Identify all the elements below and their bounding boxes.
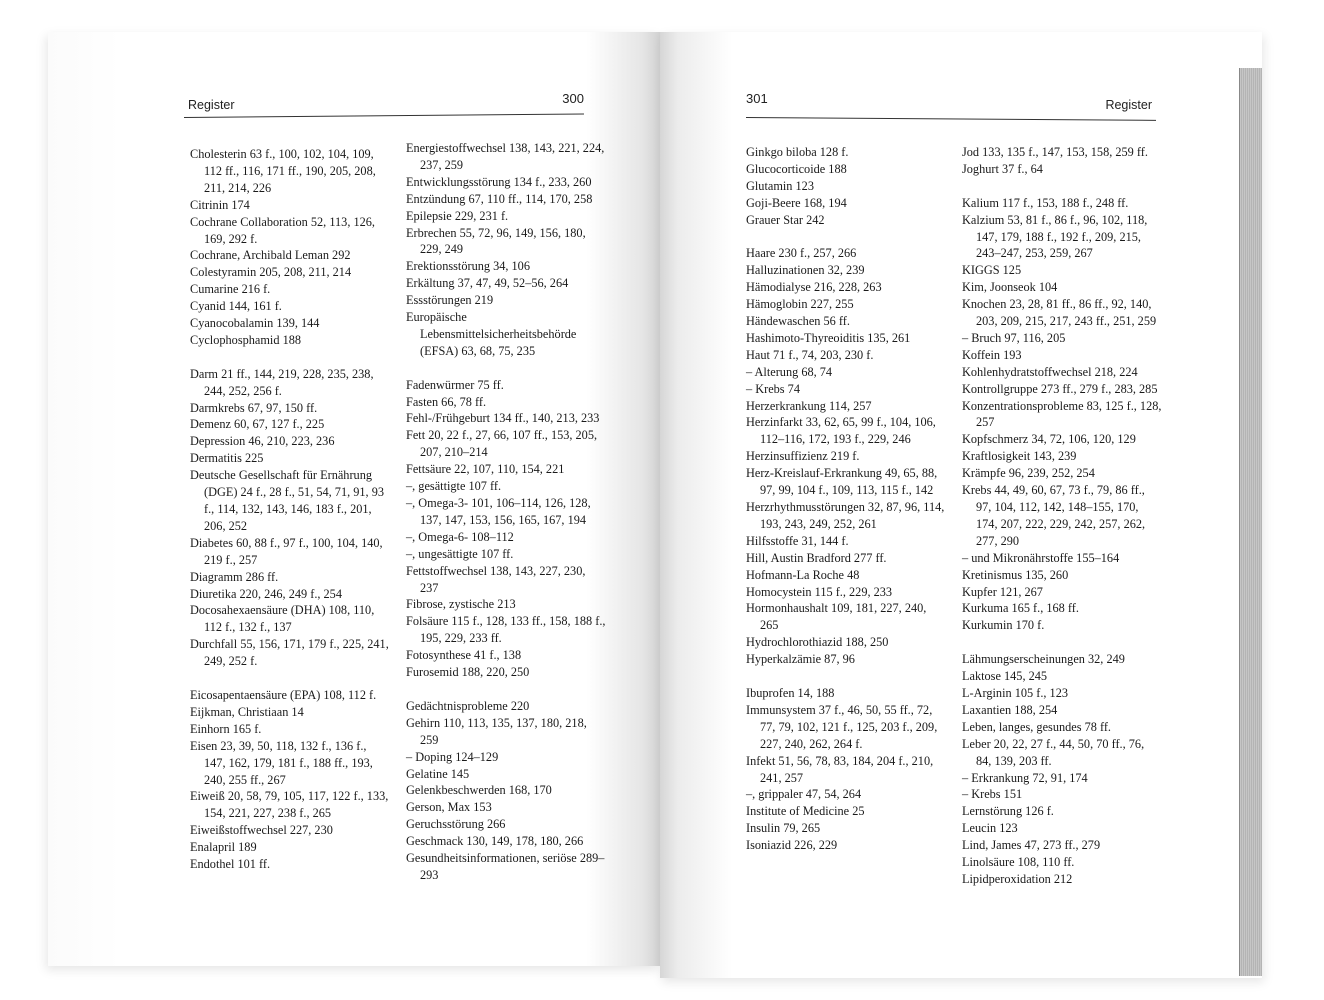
index-subentry: –, gesättigte 107 ff.: [406, 479, 502, 494]
index-entry: Europäische Lebensmittelsicherheitsbehörde (EFSA) 63, 68, 75, 235: [406, 310, 577, 358]
index-entry: Folsäure 115 f., 128, 133 ff., 158, 188 f., 195, 229, 233 ff.: [406, 614, 606, 646]
index-entry: Fotosynthese 41 f., 138: [406, 648, 522, 663]
index-entry: Diagramm 286 ff.: [190, 569, 279, 584]
index-entry: Docosahexaensäure (DHA) 108, 110, 112 f., 132 f., 137: [190, 603, 375, 635]
running-head-title: Register: [1105, 98, 1152, 112]
index-entry: Entzündung 67, 110 ff., 114, 170, 258: [406, 191, 593, 206]
index-entry: Herzerkrankung 114, 257: [746, 398, 872, 413]
index-entry: Eicosapentaensäure (EPA) 108, 112 f.: [190, 687, 377, 702]
page-number: 300: [562, 91, 584, 106]
index-entry: Furosemid 188, 220, 250: [406, 665, 530, 680]
index-entry: Hill, Austin Bradford 277 ff.: [746, 550, 887, 565]
index-entry: Einhorn 165 f.: [190, 721, 262, 736]
index-entry: Herz-Kreislauf-Erkrankung 49, 65, 88, 97, 99, 104 f., 109, 113, 115 f., 142: [746, 466, 938, 498]
index-entry: Ginkgo biloba 128 f.: [746, 145, 849, 159]
index-entry: Fettsäure 22, 107, 110, 154, 221: [406, 462, 565, 477]
index-entry: Krämpfe 96, 239, 252, 254: [962, 466, 1095, 481]
index-entry: Gedächtnisprobleme 220: [406, 698, 530, 713]
index-entry: Homocystein 115 f., 229, 233: [746, 584, 893, 599]
index-subentry: – und Mikronährstoffe 155–164: [962, 550, 1120, 565]
index-entry: Hydrochlorothiazid 188, 250: [746, 635, 889, 650]
index-entry: Lind, James 47, 273 ff., 279: [962, 838, 1101, 853]
index-entry: Kopfschmerz 34, 72, 106, 120, 129: [962, 432, 1136, 447]
index-subentry: –, Omega-6- 108–112: [406, 529, 514, 544]
index-entry: KIGGS 125: [962, 263, 1022, 278]
running-head-title: Register: [188, 98, 235, 112]
index-entry: Kretinismus 135, 260: [962, 567, 1069, 582]
letter-group-gap: [190, 349, 390, 366]
index-entry: Konzentrationsprobleme 83, 125 f., 128, 257: [962, 398, 1162, 430]
index-column: [746, 144, 946, 854]
index-entry: Cumarine 216 f.: [190, 282, 271, 297]
index-entry: Cyanid 144, 161 f.: [190, 299, 282, 314]
index-entry: Knochen 23, 28, 81 ff., 86 ff., 92, 140, 203, 209, 215, 217, 243 ff., 251, 259: [962, 297, 1157, 329]
index-entry: Grauer Star 242: [746, 212, 825, 227]
open-book: [48, 32, 1278, 980]
letter-group-gap: [962, 634, 1162, 651]
index-entry: Goji-Beere 168, 194: [746, 195, 847, 210]
index-entry: Isoniazid 226, 229: [746, 838, 838, 853]
index-entry: Cyanocobalamin 139, 144: [190, 316, 320, 331]
index-entry: Infekt 51, 56, 78, 83, 184, 204 f., 210, 241, 257: [746, 753, 934, 785]
index-entry: Ibuprofen 14, 188: [746, 685, 835, 700]
index-entry: Darm 21 ff., 144, 219, 228, 235, 238, 244, 252, 256 f.: [190, 366, 374, 398]
index-entry: Gehirn 110, 113, 135, 137, 180, 218, 259: [406, 715, 587, 747]
index-entry: Insulin 79, 265: [746, 821, 821, 836]
index-entry: Fett 20, 22 f., 27, 66, 107 ff., 153, 205, 207, 210–214: [406, 428, 598, 460]
index-entry: Erbrechen 55, 72, 96, 149, 156, 180, 229, 249: [406, 225, 586, 257]
index-entry: Endothel 101 ff.: [190, 857, 271, 872]
letter-group-gap: [962, 178, 1162, 195]
index-subentry: – Alterung 68, 74: [746, 364, 833, 379]
page-number: 301: [746, 91, 768, 106]
index-subentry: – Krebs 74: [746, 381, 800, 396]
index-entry: Fibrose, zystische 213: [406, 597, 516, 612]
index-entry: Erkältung 37, 47, 49, 52–56, 264: [406, 276, 569, 291]
index-entry: Geschmack 130, 149, 178, 180, 266: [406, 834, 584, 849]
index-entry: Kurkuma 165 f., 168 ff.: [962, 601, 1079, 616]
index-entry: Glutamin 123: [746, 178, 814, 193]
index-entry: Laktose 145, 245: [962, 669, 1048, 684]
index-entry: Diuretika 220, 246, 249 f., 254: [190, 586, 342, 601]
index-entry: Lernstörung 126 f.: [962, 804, 1054, 819]
index-entry: Halluzinationen 32, 239: [746, 263, 865, 278]
letter-group-gap: [406, 360, 606, 377]
index-entry: Cochrane Collaboration 52, 113, 126, 169, 292 f.: [190, 214, 375, 246]
index-entry: Epilepsie 229, 231 f.: [406, 208, 509, 223]
index-entry: Kraftlosigkeit 143, 239: [962, 449, 1077, 464]
index-entry: Hyperkalzämie 87, 96: [746, 652, 855, 667]
index-subentry: – Doping 124–129: [406, 749, 499, 764]
index-entry: Herzinfarkt 33, 62, 65, 99 f., 104, 106, 112–116, 172, 193 f., 229, 246: [746, 415, 936, 447]
index-entry: Fasten 66, 78 ff.: [406, 394, 487, 409]
index-entry: Herzrhythmusstörungen 32, 87, 96, 114, 193, 243, 249, 252, 261: [746, 500, 945, 531]
header-rule: [184, 114, 584, 118]
index-entry: Haut 71 f., 74, 203, 230 f.: [746, 347, 874, 362]
index-column: [190, 146, 390, 873]
index-subentry: –, Omega-3- 101, 106–114, 126, 128, 137, 147, 153, 156, 165, 167, 194: [406, 496, 591, 527]
index-entry: Herzinsuffizienz 219 f.: [746, 449, 860, 464]
index-entry: Entwicklungsstörung 134 f., 233, 260: [406, 174, 592, 189]
index-entry: Gerson, Max 153: [406, 800, 492, 815]
index-entry: Kurkumin 170 f.: [962, 618, 1045, 633]
index-entry: Händewaschen 56 ff.: [746, 314, 850, 329]
index-entry: Hofmann-La Roche 48: [746, 567, 860, 582]
letter-group-gap: [746, 668, 946, 685]
index-entry: Eiweißstoffwechsel 227, 230: [190, 823, 333, 838]
letter-group-gap: [746, 229, 946, 246]
index-entry: Kalium 117 f., 153, 188 f., 248 ff.: [962, 195, 1129, 210]
index-entry: Institute of Medicine 25: [746, 804, 865, 819]
index-entry: Joghurt 37 f., 64: [962, 161, 1043, 176]
index-entry: Hormonhaushalt 109, 181, 227, 240, 265: [746, 601, 927, 633]
index-entry: Colestyramin 205, 208, 211, 214: [190, 265, 352, 280]
index-column: [406, 140, 606, 884]
index-entry: Jod 133, 135 f., 147, 153, 158, 259 ff.: [962, 145, 1148, 159]
running-head-left: [184, 92, 584, 118]
index-entry: Hämodialyse 216, 228, 263: [746, 280, 882, 295]
header-rule: [746, 117, 1156, 121]
index-entry: Immunsystem 37 f., 46, 50, 55 ff., 72, 77, 79, 102, 121 f., 125, 203 f., 209, 227, 240, 262, 264 f.: [746, 702, 938, 751]
running-head-right: [746, 92, 1156, 118]
index-entry: Fadenwürmer 75 ff.: [406, 377, 504, 392]
index-entry: Enalapril 189: [190, 840, 257, 855]
index-entry: Kim, Joonseok 104: [962, 280, 1058, 295]
index-entry: Demenz 60, 67, 127 f., 225: [190, 417, 325, 432]
index-column: [962, 144, 1162, 888]
index-entry: Hashimoto-Thyreoiditis 135, 261: [746, 330, 911, 345]
index-subentry: – Bruch 97, 116, 205: [962, 330, 1066, 345]
index-entry: Krebs 44, 49, 60, 67, 73 f., 79, 86 ff., 97, 104, 112, 142, 148–155, 170, 174, 207, 222, 229, 242, 257, 262, 277, 290: [962, 483, 1146, 548]
index-entry: Geruchsstörung 266: [406, 817, 506, 832]
index-subentry: – Erkrankung 72, 91, 174: [962, 770, 1088, 785]
index-entry: Citrinin 174: [190, 197, 250, 212]
index-entry: Eijkman, Christiaan 14: [190, 704, 304, 719]
index-entry: Leber 20, 22, 27 f., 44, 50, 70 ff., 76, 84, 139, 203 ff.: [962, 736, 1145, 768]
index-entry: Gelatine 145: [406, 766, 470, 781]
index-entry: Dermatitis 225: [190, 451, 264, 466]
index-entry: Kontrollgruppe 273 ff., 279 f., 283, 285: [962, 381, 1158, 396]
index-entry: Cyclophosphamid 188: [190, 332, 302, 347]
letter-group-gap: [406, 681, 606, 698]
letter-group-gap: [190, 670, 390, 687]
index-entry: Gesundheitsinformationen, seriöse 289–293: [406, 851, 605, 882]
index-entry: Gelenkbeschwerden 168, 170: [406, 783, 552, 798]
index-entry: Fettstoffwechsel 138, 143, 227, 230, 237: [406, 563, 586, 595]
index-entry: Depression 46, 210, 223, 236: [190, 434, 335, 449]
index-entry: Kupfer 121, 267: [962, 584, 1043, 599]
index-entry: Fehl-/Frühgeburt 134 ff., 140, 213, 233: [406, 411, 600, 426]
index-entry: Kohlenhydratstoffwechsel 218, 224: [962, 364, 1138, 379]
index-entry: Linolsäure 108, 110 ff.: [962, 855, 1075, 870]
index-entry: Erektionsstörung 34, 106: [406, 259, 530, 274]
index-entry: Hämoglobin 227, 255: [746, 297, 854, 312]
index-entry: Haare 230 f., 257, 266: [746, 246, 857, 261]
index-entry: L-Arginin 105 f., 123: [962, 685, 1068, 700]
index-entry: Essstörungen 219: [406, 293, 494, 308]
index-subentry: – Krebs 151: [962, 787, 1023, 802]
index-entry: Eisen 23, 39, 50, 118, 132 f., 136 f., 147, 162, 179, 181 f., 188 ff., 193, 240, 255 ff., 267: [190, 738, 373, 787]
index-entry: Lähmungserscheinungen 32, 249: [962, 652, 1125, 667]
index-entry: Deutsche Gesellschaft für Ernährung (DGE) 24 f., 28 f., 51, 54, 71, 91, 93 f., 114, 132, 143, 146, 183 f., 201, 206, 252: [190, 468, 384, 533]
index-entry: Cholesterin 63 f., 100, 102, 104, 109, 112 ff., 116, 171 ff., 190, 205, 208, 211, 214, 226: [190, 147, 376, 195]
index-entry: Eiweiß 20, 58, 79, 105, 117, 122 f., 133, 154, 221, 227, 238 f., 265: [190, 789, 389, 821]
left-page: [48, 32, 660, 966]
index-entry: Kalzium 53, 81 f., 86 f., 96, 102, 118, 147, 179, 188 f., 192 f., 209, 215, 243–247, 253, 259, 267: [962, 212, 1148, 261]
index-entry: Glucocorticoide 188: [746, 161, 847, 176]
index-entry: Durchfall 55, 156, 171, 179 f., 225, 241, 249, 252 f.: [190, 637, 389, 669]
index-entry: Hilfsstoffe 31, 144 f.: [746, 533, 849, 548]
index-subentry: –, grippaler 47, 54, 264: [746, 787, 862, 802]
index-entry: Laxantien 188, 254: [962, 702, 1058, 717]
right-page: [660, 32, 1262, 978]
page-edge-stack: [1239, 68, 1262, 976]
index-entry: Koffein 193: [962, 347, 1022, 362]
index-entry: Cochrane, Archibald Leman 292: [190, 248, 351, 263]
index-entry: Leucin 123: [962, 821, 1018, 836]
index-entry: Darmkrebs 67, 97, 150 ff.: [190, 400, 318, 415]
index-entry: Diabetes 60, 88 f., 97 f., 100, 104, 140, 219 f., 257: [190, 535, 383, 567]
index-subentry: –, ungesättigte 107 ff.: [406, 546, 514, 561]
index-entry: Lipidperoxidation 212: [962, 871, 1073, 886]
index-entry: Leben, langes, gesundes 78 ff.: [962, 719, 1112, 734]
index-entry: Energiestoffwechsel 138, 143, 221, 224, 237, 259: [406, 141, 605, 172]
